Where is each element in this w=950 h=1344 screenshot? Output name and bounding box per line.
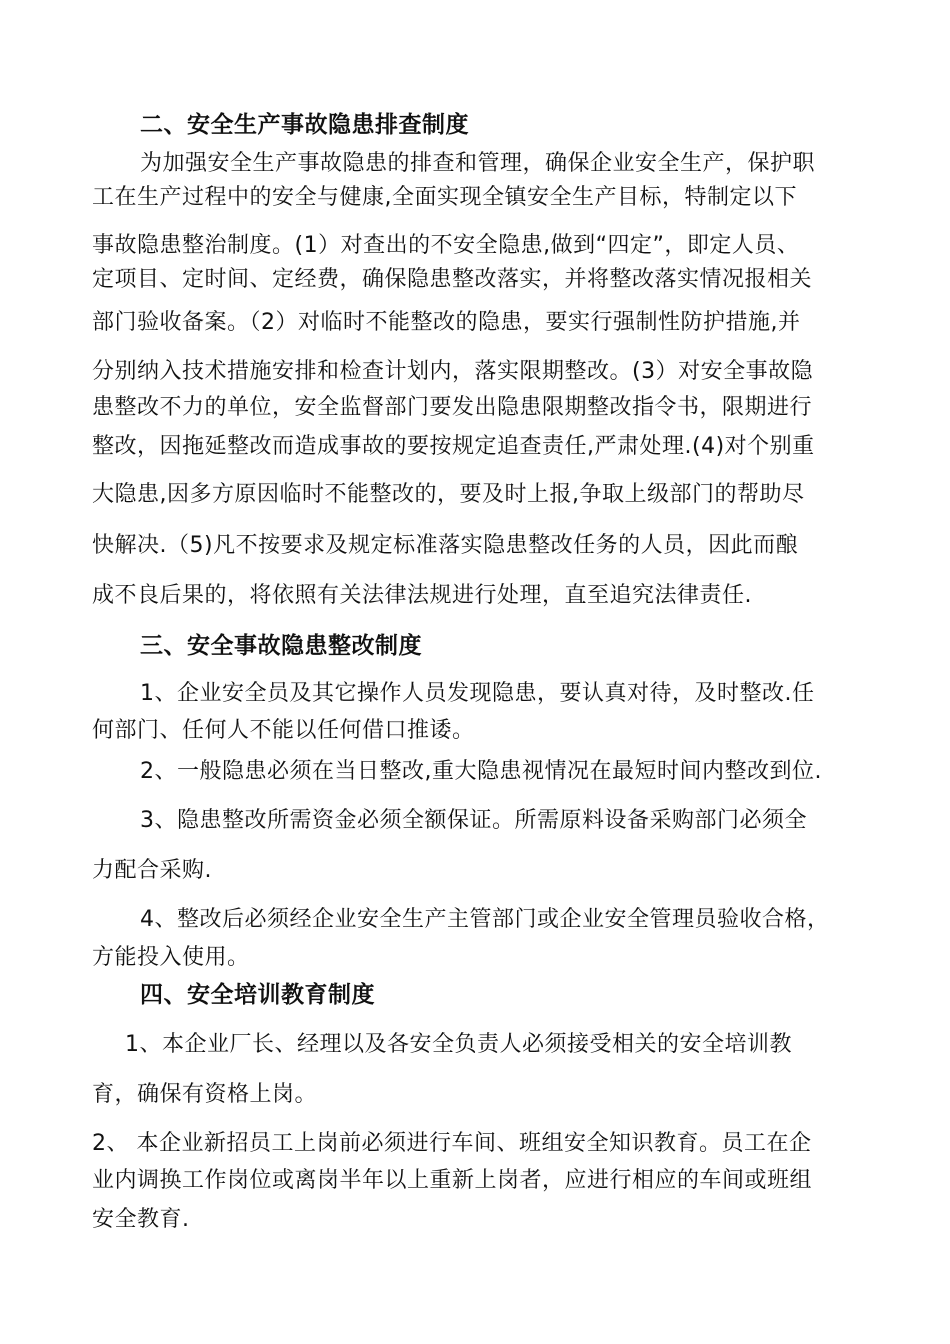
paragraph-line: 1、企业安全员及其它操作人员发现隐患，要认真对待，及时整改.任 <box>140 681 815 706</box>
paragraph-line: 工在生产过程中的安全与健康,全面实现全镇安全生产目标，特制定以下 <box>92 185 797 210</box>
paragraph-line: 部门验收备案。（2）对临时不能整改的隐患，要实行强制性防护措施,并 <box>92 310 801 335</box>
paragraph-line: 大隐患,因多方原因临时不能整改的，要及时上报,争取上级部门的帮助尽 <box>92 482 805 507</box>
paragraph-line: 整改，因拖延整改而造成事故的要按规定追查责任,严肃处理.(4)对个别重 <box>92 434 815 459</box>
paragraph-line: 力配合采购. <box>92 858 212 883</box>
paragraph-line: 快解决.（5)凡不按要求及规定标准落实隐患整改任务的人员，因此而酿 <box>92 533 799 558</box>
paragraph-line: 业内调换工作岗位或离岗半年以上重新上岗者，应进行相应的车间或班组 <box>92 1168 813 1193</box>
paragraph-line: 2、一般隐患必须在当日整改,重大隐患视情况在最短时间内整改到位. <box>140 759 822 784</box>
paragraph-line: 4、整改后必须经企业安全生产主管部门或企业安全管理员验收合格， <box>140 907 830 932</box>
paragraph-line: 定项目、定时间、定经费，确保隐患整改落实，并将整改落实情况报相关 <box>92 267 813 292</box>
section-heading-hazard-rectification: 三、安全事故隐患整改制度 <box>140 633 422 659</box>
paragraph-line: 患整改不力的单位，安全监督部门要发出隐患限期整改指令书，限期进行 <box>92 395 813 420</box>
paragraph-line: 成不良后果的，将依照有关法律法规进行处理，直至追究法律责任. <box>92 583 752 608</box>
section-heading-safety-training: 四、安全培训教育制度 <box>140 982 375 1008</box>
paragraph-line: 为加强安全生产事故隐患的排查和管理，确保企业安全生产，保护职 <box>140 151 816 176</box>
paragraph-line: 安全教育. <box>92 1207 190 1232</box>
paragraph-line: 1、本企业厂长、经理以及各安全负责人必须接受相关的安全培训教 <box>125 1032 792 1057</box>
paragraph-line: 育，确保有资格上岗。 <box>92 1082 318 1107</box>
section-heading-hazard-inspection: 二、安全生产事故隐患排查制度 <box>140 112 469 138</box>
paragraph-line: 3、隐患整改所需资金必须全额保证。所需原料设备采购部门必须全 <box>140 808 807 833</box>
paragraph-line: 2、 本企业新招员工上岗前必须进行车间、班组安全知识教育。员工在企 <box>92 1131 812 1156</box>
paragraph-line: 分别纳入技术措施安排和检查计划内，落实限期整改。(3）对安全事故隐 <box>92 359 814 384</box>
paragraph-line: 事故隐患整治制度。(1）对查出的不安全隐患,做到“四定”，即定人员、 <box>92 233 800 258</box>
paragraph-line: 何部门、任何人不能以任何借口推诿。 <box>92 718 475 743</box>
paragraph-line: 方能投入使用。 <box>92 945 250 970</box>
